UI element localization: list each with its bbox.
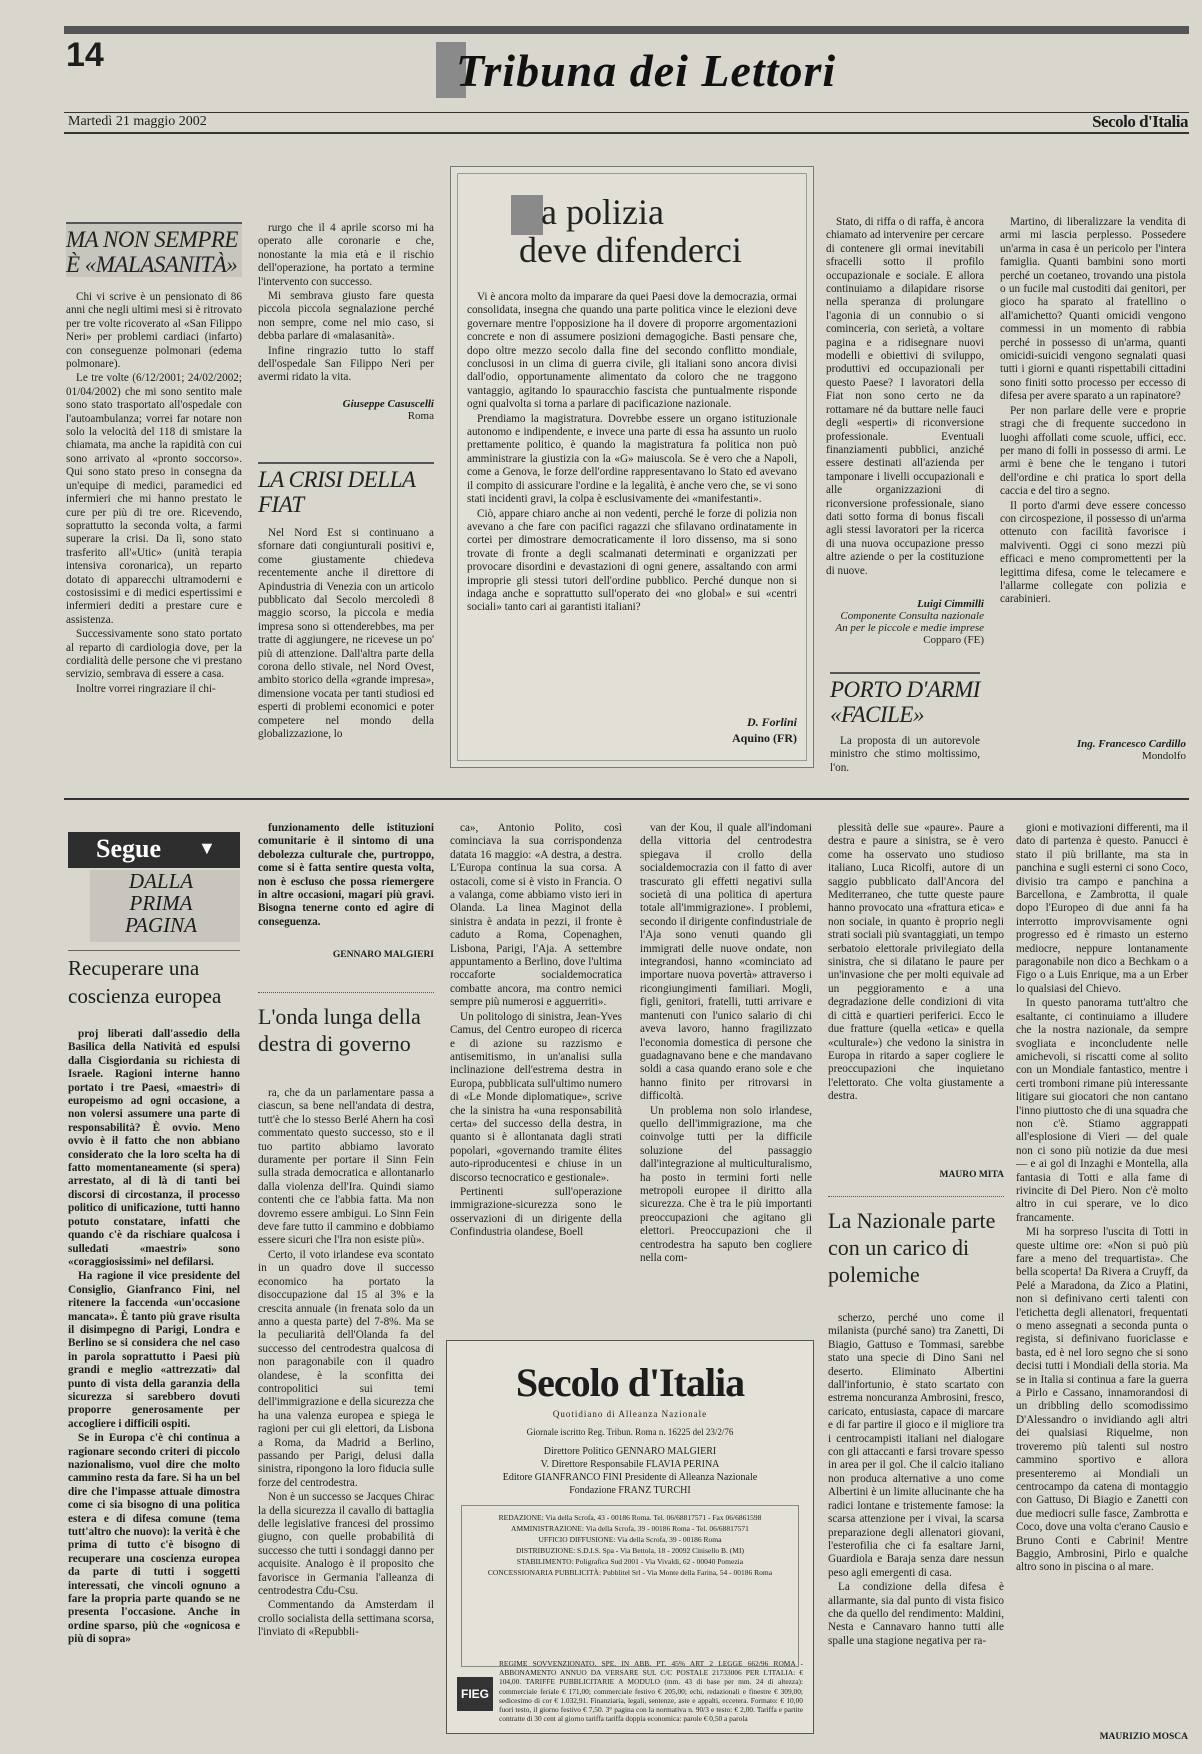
author-name: MAURIZIO MOSCA: [1099, 1732, 1188, 1742]
article-title: PORTO D'ARMI «FACILE»: [830, 672, 980, 727]
article-onda-lunga: [258, 992, 434, 1671]
feature-box: [450, 166, 814, 768]
paper-name: Secolo d'Italia: [1092, 112, 1188, 131]
author-name: GENNARO MALGIERI: [332, 950, 434, 960]
header-rule-top: [64, 112, 1189, 113]
article-coscienza-europea-col2: [258, 822, 434, 960]
address-line: AMMINISTRAZIONE: Via della Scrofa, 39 - 00186 Roma - Tel. 06/68817571: [511, 1524, 749, 1533]
paragraph: In questo panorama tutt'altro che esaltante, ci continuiamo a illudere che la nostra nazionale, da sempre svogliata e inconcludente nelle amichevoli, si riscatti come al solito con un Mondiale fantastico, mentre i certi tromboni rimane più interessante litigare sui giocatori che non cantano l'inno piuttosto che di una squadra che non c'è. Stiamo aggrappati all'esplosione di Vieri — del quale non ci sono più notizie da due mesi — e ai gol di Inzaghi e Montella, alla fantasia di Totti e alla fame di rivincite di Del Piero. Non c'è molto altro in cui sperare, ve lo dico francamente.: [1016, 997, 1188, 1224]
article-body-col1: [68, 1028, 240, 1728]
article-body-col1: [258, 1087, 434, 1671]
address-line: REDAZIONE: Via della Scrofa, 43 - 00186 Roma. Tel. 06/68817571 - Fax 06/6861598: [498, 1513, 762, 1522]
article-body-col4: [828, 822, 1004, 1166]
author-city: Copparo (FE): [923, 634, 984, 646]
author-name: D. Forlini: [746, 715, 797, 729]
article-malasanita: [66, 222, 242, 771]
article-body-col1: [66, 291, 242, 771]
article-title: L'onda lunga della destra di governo: [258, 992, 434, 1057]
article-body: [1000, 216, 1186, 736]
address-line: DISTRIBUZIONE: S.D.I.S. Spa - Via Bettola, 18 - 20092 Cinisello B. (MI): [516, 1546, 744, 1555]
paragraph: La condizione della difesa è allarmante, sia dal punto di vista fisico che da quello del rendimento: Maldini, Nesta e Cannavaro hanno tutti alle spalle una stagione negativa per ra-: [828, 1581, 1004, 1647]
article-porto-armi-col2: [1000, 216, 1186, 762]
paragraph: ca», Antonio Polito, così cominciava la sua corrispondenza datata 16 maggio: «A destra, a destra. L'Europa continua la sua corsa. A ostacoli, come si è visto in Francia. O a valanga, come abbiamo visto ieri in Olanda. La linea Maginot della sinistra è andata in pezzi, il fronte è caduto a Roma, Copenaghen, Lisbona, Parigi, l'Aja. A settembre appuntamento a Berlino, dove l'ultima roccaforte socialdemocratica combatte ancora, ma contro nemici sempre più numerosi e agguerriti».: [450, 822, 622, 1009]
article-malasanita-col2: [258, 222, 434, 422]
issue-date: Martedì 21 maggio 2002: [68, 114, 207, 129]
segue-sub-box: [90, 870, 240, 942]
paragraph: Martino, di liberalizzare la vendita di armi mi lascia perplesso. Possedere un'arma in casa è un pericolo per l'intera famiglia. Quanti bambini sono morti perché un coetaneo, trovando una pistola o un fucile mal custoditi dai genitori, per gioco ha sparato al fratellino o all'amichetto? Quanti omicidi vengono commessi in un momento di rabbia perché in possesso di un'arma, quanti omicidi-suicidi vengono segnalati quasi tutti i giorni e quanti rispettabili cittadini sono finiti sotto processo per eccesso di difesa per avere sparato a un rapinatore?: [1000, 216, 1186, 403]
article-onda-lunga-col2: [450, 822, 622, 1306]
address-line: STABILIMENTO: Poligrafica Sud 2001 - Via Vivaldi, 62 - 00040 Pomezia: [516, 1557, 744, 1566]
masthead-name: Secolo d'Italia: [515, 1360, 745, 1405]
author-name: Giuseppe Casuscelli: [342, 398, 434, 410]
masthead-box: [446, 1340, 814, 1734]
paragraph: ra, che da un parlamentare passa a ciascun, sa bene nell'andata di destra, tutt'è che lo stesso Berlé Ahern ha così commentato questo successo, sto e il tuo partito abbiamo lavorato duramente per portare il Sinn Fein sulla strada democratica e allontanarlo dalla violenza dell'Ira. Quindi siamo contenti che ce l'abbia fatta. Ma non dovremo essere ambigui. Lo Sinn Fein deve fare tutto il cammino e dobbiamo essere sicuri che l'Ira non esiste più».: [258, 1087, 434, 1247]
paragraph: Nel Nord Est si continuano a sfornare dati congiunturali positivi e, come giustamente chiedeva recentemente anche il direttore di Apindustria di Venezia con un articolo pubblicato dal Secolo mercoledì 8 maggio scorso, la piccola e media impresa sono si ottenderebbes, ma per tratte di aggiungere, ne ricevese un po' più di attenzione. Dall'altra parte della corona dello stivale, nel Nord Ovest, ambito storico della «grande impresa», dimensione vocata per tanti studiosi ed esperti di problemi economici e poter competere nel mondo della globalizzazione, lo: [258, 527, 434, 741]
article-onda-lunga-col4: [828, 822, 1004, 1180]
paragraph: Pertinenti sull'operazione immigrazione-sicurezza sono le osservazioni di un dirigente della Confindustria olandese, Boell: [450, 1185, 622, 1239]
section-title: [436, 34, 896, 104]
author-city: Mondolfo: [1142, 750, 1186, 762]
paragraph: Per non parlare delle vere e proprie stragi che di frequente succedono in luoghi affollati come scuole, uffici, ecc. per mano di folli in possesso di armi. Le armi è bene che le tengano i tutori dell'ordine e chi pratica lo sport della caccia e del tiro a segno.: [1000, 404, 1186, 498]
masthead-line: Fondazione FRANZ TURCHI: [569, 1485, 691, 1496]
paragraph: scherzo, perché uno come il milanista (purché sano) tra Zanetti, Di Biagio, Gattuso e Tommasi, sarebbe stato una specie di Dino Sani nel deserto. Eliminato Albertini dall'infortunio, è stato scartato con estrema noncuranza Ambrosini, fresco, caricato, entusiasta, capace di marcare e di far partire il gioco e il migliore tra i centrocampisti italiani nel dialogare con gli attaccanti e farsi trovare spesso in area per il gol. Che il calcio italiano non produca alternative a uno come Albertini è un limite allucinante che ha radici lontane e tristemente famose: la scarsa attenzione per i vivai, la scarsa preparazione degli allenatori giovani, l'esterofilia che ci fa esaltare Jarni, Guardiola e Baraja senza dare nessun peso agli emergenti di casa.: [828, 1312, 1004, 1579]
article-body-col1: [828, 1312, 1004, 1750]
author-name: Ing. Francesco Cardillo: [1076, 738, 1186, 750]
paragraph: Ciò, appare chiaro anche ai non vedenti, perché le forze di polizia non avevano a che fare con pacifici ragazzi che sfilavano ordinatamente in cortei per dimostrare democraticamente il loro dissenso, ma si sono trovate di fronte a degli scalmanati determinati e organizzati per provocare disordini e devastazioni di ogni genere, assaltando con armi improprie gli stessi tutori dell'ordine pubblico. Perché dunque non si indaga anche e soprattutto sull'operato dei «no global» e sui «centri sociali» tanto cari ai garantisti italiani?: [467, 507, 797, 614]
article-title: Recuperare una coscienza europea: [68, 950, 240, 1010]
paragraph: Un problema non solo irlandese, quello dell'immigrazione, ma che coinvolge tutti per la difficile soluzione del passaggio dall'integrazione al multiculturalismo, ha posto in termini forti nelle metropoli europee il diritto alla sicurezza. Che è tra le più importanti preoccupazioni che agitano gli elettori. Preoccupazioni che il centrodestra ha saputo ben cogliere nella com-: [640, 1104, 812, 1264]
article-body-start: [830, 735, 980, 774]
paragraph: Vi è ancora molto da imparare da quei Paesi dove la democrazia, ormai consolidata, insegna che quando una parte politica vince le elezioni deve governare mentre l'opposizione ha il dovere di proporre argomentazioni concrete e non di assumere posizioni demagogiche. Basti pensare che, dopo oltre mezzo secolo dalla fine del secondo conflitto mondiale, conclusosi in un clima di guerra civile, gli italiani sono ancora divisi dall'odio, opportunamente alimentato da coloro che ne traggono vantaggio, agitando lo spauracchio fascista che puntualmente risponde ogni qualvolta si torna a parlare di pacificazione nazionale.: [467, 291, 797, 411]
feature-title-line1: a polizia: [541, 192, 664, 232]
article-body: [258, 527, 434, 777]
address-line: UFFICIO DIFFUSIONE: Via della Scrofa, 39 - 00186 Roma: [538, 1535, 722, 1544]
segue-banner: [68, 832, 240, 868]
article-fiat: [258, 462, 434, 777]
article-body-col2: [258, 222, 434, 390]
fieg-logo: FIEG: [457, 1677, 493, 1711]
paragraph: proj liberati dall'assedio della Basilica della Natività ed espulsi dalla Cisgiordania su richiesta di Israele. Ragioni interne hanno portato i tre Paesi, «maestri» di europeismo ad ogni occasione, a non volersi assumere una parte di responsabilità? È ovvio. Meno ovvio è il fatto che non abbiano considerato che la loro scelta ha di fatto momentaneamente (si spera) arrestato, al di là di tanti bei discorsi di circostanza, il processo politico di unificazione, tutti hanno potuto constatare, infatti che quando c'è da rischiare qualcosa i sulledati «maestri» sono «coraggiosissimi» nel defilarsi.: [68, 1028, 240, 1268]
author-role: Componente Consulta nazionale An per le piccole e medie imprese: [835, 610, 984, 634]
article-title: La Nazionale parte con un carico di polemiche: [828, 1196, 1004, 1288]
masthead-addresses: [461, 1505, 799, 1667]
feature-body: [467, 291, 797, 703]
article-body-col2: [1016, 822, 1188, 1730]
paragraph: rurgo che il 4 aprile scorso mi ha operato alle coronarie e che, nonostante la mia età e il rischio dell'operazione, ha portato a termine l'intervento con successo.: [258, 222, 434, 288]
paragraph: Inoltre vorrei ringraziare il chi-: [76, 682, 216, 695]
author-city: Aquino (FR): [731, 731, 797, 745]
segue-label: Segue: [96, 834, 161, 863]
header-top-rule: [64, 26, 1189, 34]
masthead-line: Direttore Politico GENNARO MALGIERI: [543, 1446, 717, 1457]
segue-sub: DALLA PRIMA PAGINA: [125, 869, 197, 937]
page-number: 14: [66, 36, 104, 74]
masthead-reg: Giornale iscritto Reg. Tribun. Roma n. 16225 del 23/2/76: [526, 1427, 734, 1437]
paragraph: plessità delle sue «paure». Paure a destra e paure a sinistra, se è vero come ha osservato uno studioso italiano, Luca Ricolfi, autore di un saggio pubblicato dall'Ancora del Mediterraneo, che tutte queste paure hanno provocato una «frattura etica» e non sociale, in quanto è proprio negli strati sociali più svantaggiati, un tempo serbatoio elettorale privilegiato della sinistra, che si dilatano le paure per un'invasione che per molti equivale ad un peggioramento e a una degradazione delle condizioni di vita di città e quartieri periferici. Ecco le due fratture (quella «etica» e quella «culturale») che vedono la sinistra in Europa in ritardo a saper cogliere le preoccupazioni che inquietano l'elettorato. Che volta giustamente a destra.: [828, 822, 1004, 1103]
paragraph: Ha ragione il vice presidente del Consiglio, Gianfranco Fini, nel ritenere la faccenda «un'occasione mancata». È tanto più grave risulta il disimpegno di Parigi, Londra e Berlino se si considera che nel caso in parola soprattutto i Paesi più grandi e meglio «attrezzati» dal punto di vista della garanzia della sicurezza si sarebbero dovuti proporre generosamente per accogliere i difficili ospiti.: [68, 1270, 240, 1430]
article-title: LA CRISI DELLA FIAT: [258, 462, 434, 517]
paragraph: Le tre volte (6/12/2001; 24/02/2002; 01/04/2002) che mi sono sentito male sono stato trasportato all'ospedale con l'autoambulanza; vorrei far notare non solo la velocità del 118 di smistare la chiamata, ma anche la rapidità con cui sono arrivato al «pronto soccorso». Qui sono stato preso in consegna da un'equipe di medici, paramedici ed infermieri che mi hanno prestato le cure per più di tre ore. Ricevendo, soprattutto la seconda volta, a farmi superare la crisi. Da lì, sono stato trasferito all'«Utic» (unità terapia intensiva coronarica), un reparto dotato di apparecchi ultramoderni e costosissimi e di medici espertissimi e infermieri dediti a prestare cure e assistenza.: [66, 372, 242, 626]
article-body: [826, 216, 984, 596]
article-nazionale-col2: [1016, 822, 1188, 1742]
chevron-down-icon: ▼: [198, 838, 216, 858]
section-title-text: Tribuna dei Lettori: [456, 45, 837, 96]
article-body-col2: [258, 822, 434, 948]
masthead-line: Editore GIANFRANCO FINI Presidente di Alleanza Nazionale: [502, 1472, 758, 1483]
paragraph: van der Kou, il quale all'indomani della vittoria del centrodestra spiegava il crollo della socialdemocrazia con il fatto di aver trascurato gli effetti negativi sulla società di una politica di apertura totale all'immigrazione». I problemi, secondo il dirigente confindustriale de l'Aja sono venuti quando gli immigrati delle nuove ondate, non integrandosi, hanno «cominciato ad importare nuova povertà» attraverso i ricongiungimenti familiari. Mogli, figli, genitori, fratelli, tutti arrivare e mantenuti con l'unico salario di chi aveva lavoro, hanno fragilizzato l'economia domestica di persone che guadagnavano bene e che mandavano soldi a casa quando erano sole e che hanno finito per ritrovarsi in difficoltà.: [640, 822, 812, 1103]
section-divider: [64, 798, 1189, 800]
article-nazionale: [828, 1196, 1004, 1750]
address-line: CONCESSIONARIA PUBBLICITÀ: Pubblitel Srl - Via Monte della Farina, 54 - 00186 Roma: [487, 1568, 773, 1577]
paragraph: Commentando da Amsterdam il crollo socialista della settimana scorsa, l'inviato di «Repubbli-: [258, 1599, 434, 1639]
paragraph: gioni e motivazioni differenti, ma il dato di partenza è questo. Panucci è stato il più brillante, ma sta in panchina e sugli esterni ci sono Coco, divisio tra campo e panchina a Barcellona, e Zambrotta, il quale dopo l'Europeo di due anni fa ha interrotto improvvisamente ogni progresso ed è rimasto un esterno mediocre, neppure lontanamente paragonabile non dico a Bechkam o a Figo o a Luis Enrique, ma a un Erber lo qualsiasi del Chievo.: [1016, 822, 1188, 995]
paragraph: Certo, il voto irlandese eva scontato in un quadro dove il successo economico ha portato la disoccupazione dal 15 al 3% e la crescita annuale (in frenata solo da un anno a questa parte) del 7-8%. Ma se la peculiarità dell'Olanda fa del successo del centrodestra qualcosa di non paragonabile con il quadro olandese, è la sconfitta dei contropolitici sui temi dell'immigrazione e della sicurezza che ha una valenza europea e spiega le ragioni per cui gli elettori, da Lisbona a Roma, da Madrid a Berlino, passando per Parigi, delusi dalla sinistra, ripongono la loro fiducia sulle forze del centrodestra.: [258, 1248, 434, 1489]
paragraph: Mi sembrava giusto fare questa piccola piccola segnalazione perché non sempre, come nel mio caso, si debba parlare di «malasanità».: [258, 290, 434, 343]
paragraph: Se in Europa c'è chi continua a ragionare secondo criteri di piccolo nazionalismo, vuol dire che molto cammino resta da fare. Si ha un bel dire che l'impasse attuale dimostra come ci sia bisogno di una politica estera e di difesa comune (tema tutt'altro che nuovo): la verità è che prima di tutto c'è bisogno di recuperare una coscienza europea da parte di tutti i soggetti interessati, che vincoli ognuno a fare la propria parte quando se ne presenta l'occasione. Anche in ordine sparso, più che «ognicosa e più di sopra»: [68, 1432, 240, 1646]
article-onda-lunga-col3: [640, 822, 812, 1306]
article-coscienza-europea: [68, 950, 240, 1728]
header-rule-bottom: [64, 132, 1189, 134]
paragraph: Infine ringrazio tutto lo staff dell'ospedale San Filippo Neri per avermi ridato la vita.: [258, 344, 434, 384]
article-title: MA NON SEMPRE È «MALASANITÀ»: [66, 222, 242, 277]
author-city: Roma: [407, 410, 434, 422]
paragraph: Stato, di riffa o di raffa, è ancora chiamato ad intervenire per cercare di contenere gli ormai inevitabili sfracelli sotto il profilo occupazionale e sociale. E allora continuiamo a dilapidare risorse nella speranza di prolungare l'agonia di un connubio o si cominceria, con serietà, a voltare pagina e a ridisegnare nuovi modelli e obiettivi di sviluppo, produttivi ed occupazionali per questo Paese? I lavoratori della Fiat non sono certo ne da rottamare né da buttare nelle fauci degli «esperti» di riconversione professionale. Eventuali finanziamenti pubblici, anziché essere destinati all'azienda per tamponare i livelli occupazionali e alle organizzazioni di riconversione professionale, siano dati sotto forma di bonus fiscali agli stessi lavoratori per la ricerca di una nuova occupazione presso altre aziende o per la costituzione di nuove.: [826, 216, 984, 577]
paragraph: La proposta di un autorevole ministro che stimo moltissimo, l'on.: [830, 735, 980, 774]
paragraph: Il porto d'armi deve essere concesso con circospezione, il possesso di un'arma ottenuto con facilità favorisce i malviventi. Oggi ci sono mezzi più efficaci e meno compromettenti per la legittima difesa, come le telecamere e l'allarme collegate con polizia e carabinieri.: [1000, 499, 1186, 606]
subscription-info: REGIME SOVVENZIONATO. SPE. IN ABB. PT. 45% ART 2 LEGGE 662/96 ROMA - ABBONAMENTO ANNUO DA VERSARE SUL C/C POSTALE 21733006 PER L'ITALIA: € 104,00. TARIFFE PUBBLICITARIE A MODULO (mm. 43 di base per mm. 24 di altezza): commerciale feriale € 171,00; commerciale festivo € 205,00; echi, redazionali e finestre € 309,00; sedicesimo di cor € 1.032,91. Finanziaria, legali, sentenze, aste e appalti, eccetera. Formato: € 10,00 fuori testo, il giorno festivo € 7,50. 3° pagina con la normativa n. 90/3 e testo: € 2,00. Tariffa e partite contratte di 30 cent al giorno tariffa tariffa doppia economica: parole € 0,50 a parola: [499, 1659, 803, 1724]
paragraph: Chi vi scrive è un pensionato di 86 anni che negli ultimi mesi si è ritrovato per tre volte ricoverato al «San Filippo Neri» per problemi cardiaci (infarto) con conseguenze polmonari (edema polmonare).: [66, 291, 242, 371]
paragraph: Mi ha sorpreso l'uscita di Totti in queste ultime ore: «Non si può più fare a meno del trequartista». Che bella scoperta! Da Rivera a Cruyff, da Pelé a Maradona, da Zico a Platini, non si definivano certi talenti con l'etichetta degli allenatori, frequentati o meno assegnati a seconda punta o regista, si definivano fuoriclasse e basta, ed è nel loro segno che si sono decisi tutti i Mondiali della storia. Ma se in Italia si continua a fare la guerra a Pirlo e Cassano, innamorandosi di un dribbling dello scomodissimo D'Alessandro o invidiando agli altri dei qualsiasi Riquelme, non troveremo più talenti sul nostro cammino sportivo e allora presenteremo ai Mondiali un centrocampo da catena di montaggio con Gattuso, Di Biagio e Zanetti con due mediocri sulle fasce, Zambrotta e Coco, dove una volta c'erano Causio e Bruno Conti e Cabrini! Mentre Baggio, Ambrosini, Pirlo e qualche altro sono in piscina o al mare.: [1016, 1226, 1188, 1574]
article-porto-armi: [830, 672, 980, 774]
paragraph: Non è un successo se Jacques Chirac la della sicurezza il cavallo di battaglia delle legislative francesi del prossimo giugno, con quelle probabilità di successo che tutti i sondaggi danno per acquisite. Analogo è il proposito che favorisce in Germania l'alleanza di centrodestra Cdu-Csu.: [258, 1491, 434, 1598]
author-name: Luigi Cimmilli: [917, 598, 984, 610]
author-name: MAURO MITA: [939, 1170, 1004, 1180]
masthead-line: V. Direttore Responsabile FLAVIA PERINA: [540, 1459, 720, 1470]
masthead-tagline: Quotidiano di Alleanza Nazionale: [552, 1409, 708, 1419]
paragraph: Successivamente sono stato portato al reparto di cardiologia dove, per la cordialità delle persone che vi prestano servizio, sembrava di essere a casa.: [66, 628, 242, 681]
masthead-staff: [447, 1445, 813, 1497]
paragraph: funzionamento delle istituzioni comunitarie è il sintomo di una debolezza culturale che, purtroppo, come si è fatta sentire questa volta, non è escluso che possa riemergere in altre occasioni, magari più gravi. Bisogna tenerne conto ed agire di conseguenza.: [258, 822, 434, 928]
paragraph: Un politologo di sinistra, Jean-Yves Camus, del Centro europeo di ricerca e di azione su razzismo e antisemitismo, in un'analisi sulla inclinazione dell'estrema destra in Europa, pubblicata sull'ultimo numero di «Le Monde diplomatique», scrive che la sinistra ha «una responsabilità certa» del successo della destra, in quanto si è allontanata dagli strati popolari, «governando tramite élites auto-riproducentesi e chiuse in un discorso tecnocratico e gestionale».: [450, 1010, 622, 1184]
article-fiat-col2: [826, 216, 984, 646]
feature-title-line2: deve difenderci: [519, 230, 742, 270]
paragraph: Prendiamo la magistratura. Dovrebbe essere un organo istituzionale autonomo e indipendente, e invece una parte di essa ha assunto un ruolo prettamente politico, è quando la magistratura fa politica non può amministrare la giustizia con la «G» maiuscola. Se è vero che a Napoli, come a Genova, le forze dell'ordine rappresentavano lo Stato ed avevano il compito di assicurare l'ordine e la legalità, è anche vero che, se vi sono stati incidenti gravi, la colpa è esclusivamente dei «manifestanti».: [467, 412, 797, 506]
